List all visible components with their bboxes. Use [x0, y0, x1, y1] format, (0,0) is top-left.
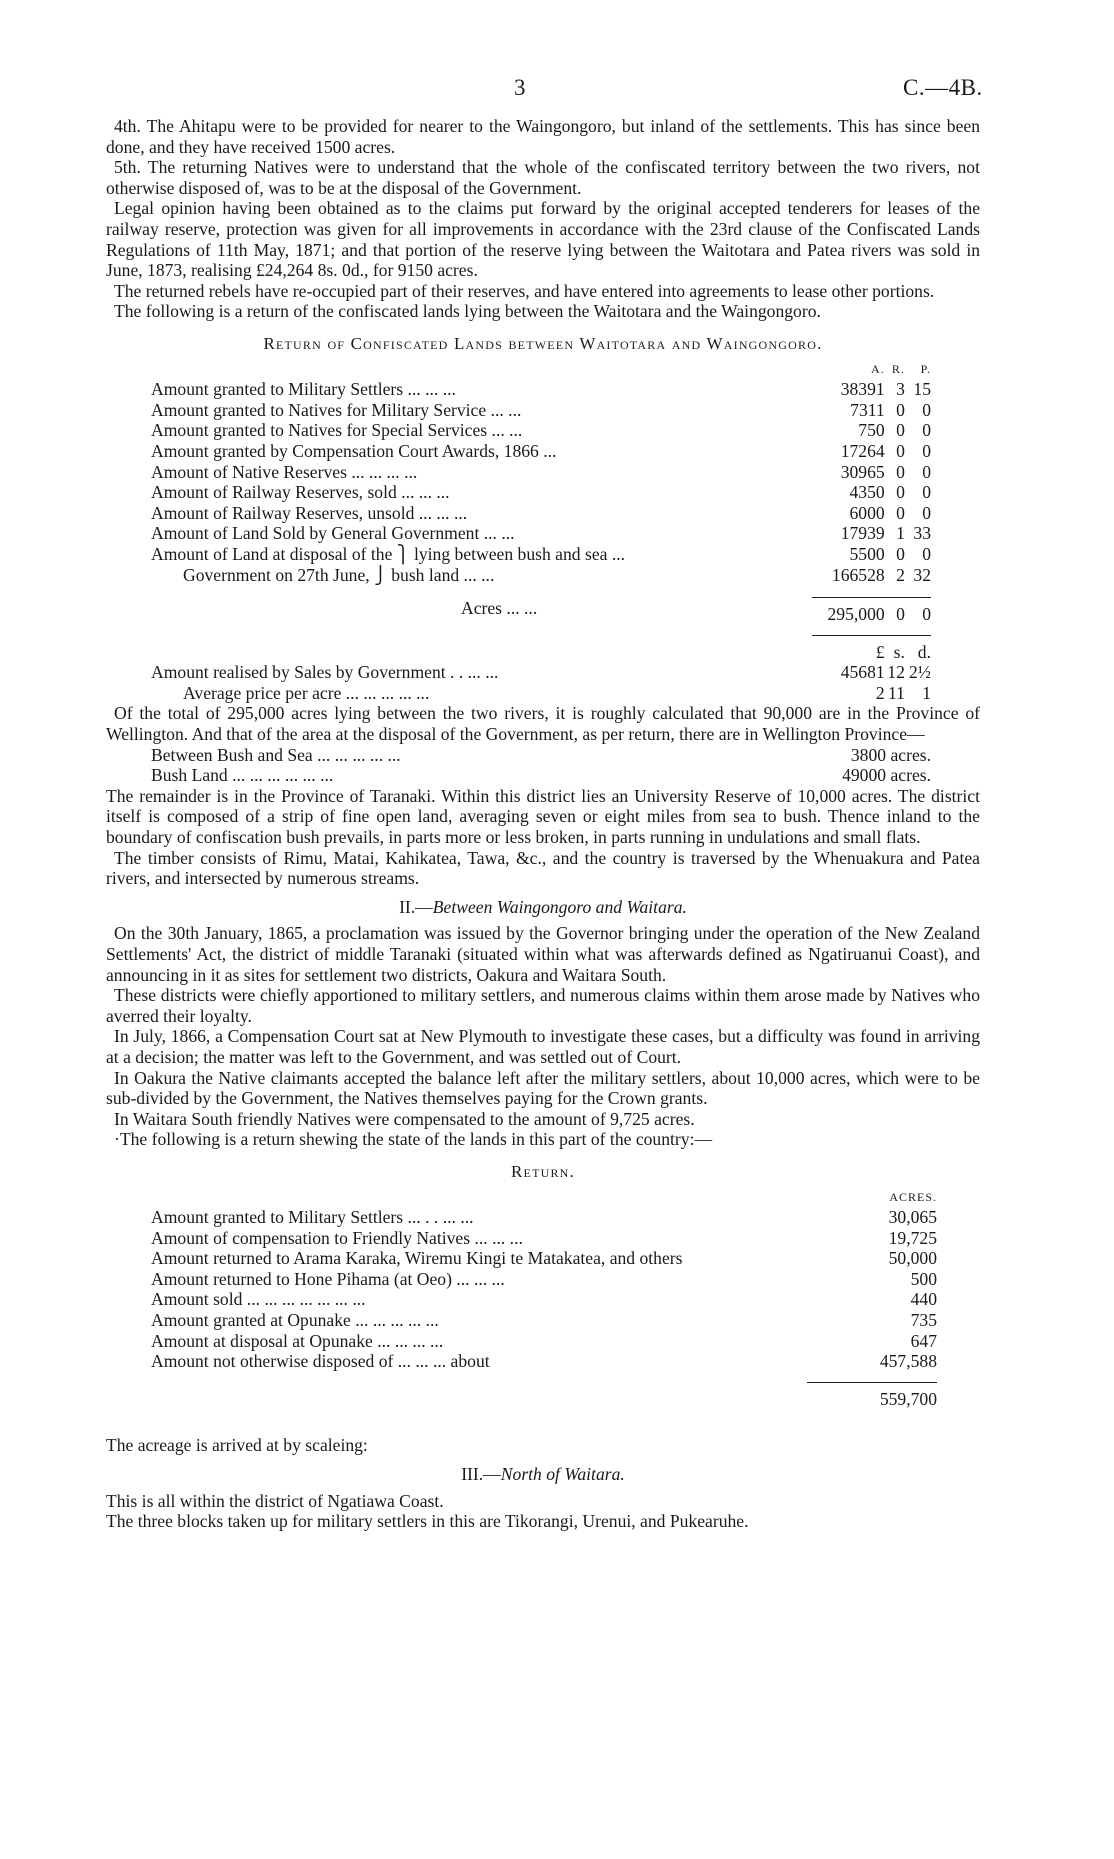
disposal-label-line1: Amount of Land at disposal of the — [151, 543, 393, 564]
paragraph: In Oakura the Native claimants accepted the balance left after the military settlers, about 10,000 acres, which were to be sub-divided by the Government, the Natives themselves paying for the Crown grants. — [106, 1067, 980, 1109]
paragraph: 4th. The Ahitapu were to be provided for nearer to the Waingongoro, but inland of the settlements. This has since been done, and they have received 1500 acres. — [106, 116, 980, 157]
disposal-label-line2: Government on 27th June, — [183, 565, 370, 586]
paragraph: In July, 1866, a Compensation Court sat at New Plymouth to investigate these cases, but a difficulty was found in arriving at a decision; the matter was left to the Government, and was settled out of Court. — [106, 1026, 980, 1067]
col-header-acres: A. — [871, 361, 885, 376]
brace-icon: ⎭ — [374, 566, 387, 586]
table-header-row — [151, 359, 931, 380]
table-row: Amount of Land at disposal of the ⎫ lying between bush and sea ... 5500 0 0 — [151, 543, 931, 564]
table-row: Amount of Railway Reserves, sold ... ... ... 4350 0 0 — [151, 482, 931, 503]
table-row: Bush Land ... ... ... ... ... ... 49000 acres. — [151, 765, 931, 786]
section-heading-2: II.—Between Waingongoro and Waitara. — [399, 896, 687, 917]
waitara-return-table — [151, 1187, 937, 1410]
section-heading-3: III.—North of Waitara. — [461, 1464, 625, 1485]
return-title: Return of Confiscated Lands between Waitotara and Waingongoro. — [263, 333, 823, 353]
paragraph: The timber consists of Rimu, Matai, Kahikatea, Tawa, &c., and the country is traversed by the Whenuakura and Patea rivers, and intersected by numerous streams. — [106, 847, 980, 889]
paragraph: The three blocks taken up for military settlers in this are Tikorangi, Urenui, and Pukearuhe. — [106, 1511, 749, 1532]
confiscated-lands-table — [151, 359, 931, 704]
total-row: 559,700 — [151, 1382, 937, 1409]
table-row: Amount returned to Hone Pihama (at Oeo) ... ... ... 500 — [151, 1268, 937, 1289]
paragraph: The remainder is in the Province of Taranaki. Within this district lies an University Reserve of 10,000 acres. The district itself is composed of a strip of fine open land, averaging seven or eight miles from sea to bush. Thence inland to the boundary of confiscation bush prevails, in parts more or less broken, in parts running in undulations and small flats. — [106, 785, 980, 847]
table-row: Amount granted to Military Settlers ... . . ... ... 30,065 — [151, 1207, 937, 1228]
table-row: Amount granted by Compensation Court Awards, 1866 ... 17264 0 0 — [151, 440, 931, 461]
money-header-row: £ s. d. — [151, 635, 931, 662]
table-header-row — [151, 1187, 937, 1208]
paragraph: This is all within the district of Ngatiawa Coast. — [106, 1490, 444, 1511]
disposal-sub1-label: lying between bush and sea ... — [413, 543, 626, 564]
page-number: 3 — [514, 75, 526, 100]
brace-icon: ⎫ — [396, 544, 410, 564]
paragraph: Of the total of 295,000 acres lying between the two rivers, it is roughly calculated that 90,000 are in the Province of Wellington. And that of the area at the disposal of the Government, as per return, there are in Wellington Province— — [106, 703, 980, 745]
paragraph: In Waitara South friendly Natives were compensated to the amount of 9,725 acres. — [114, 1108, 695, 1129]
table-row: Amount granted to Natives for Military Service ... ... 7311 0 0 — [151, 399, 931, 420]
table-row: Amount realised by Sales by Government . . ... ... 45681 12 2½ — [151, 662, 931, 683]
col-header-roods: R. — [891, 361, 905, 376]
table-row: Amount returned to Arama Karaka, Wiremu Kingi te Matakatea, and others 50,000 — [151, 1248, 937, 1269]
total-row: Acres ... ... 295,000 0 0 — [461, 597, 931, 625]
page-header — [0, 75, 1114, 104]
paragraph: On the 30th January, 1865, a proclamation was issued by the Governor bringing under the operation of the New Zealand Settlements' Act, the district of middle Taranaki (situated within what was afterwards defined as Ngatiruanui Coast), and announcing in it as sites for settlement two districts, Oakura and Waitara South. — [106, 923, 980, 985]
col-header-perches: P. — [920, 361, 931, 376]
table-row: Amount of Land Sold by General Government ... ... 17939 1 33 — [151, 523, 931, 544]
table-row: Amount of compensation to Friendly Natives ... ... ... 19,725 — [151, 1227, 937, 1248]
document-reference: C.—4B. — [903, 75, 983, 100]
table-row: Between Bush and Sea ... ... ... ... ... 3800 acres. — [151, 744, 931, 765]
paragraph: ·The following is a return shewing the state of the lands in this part of the country:— — [114, 1129, 713, 1150]
paragraph: Legal opinion having been obtained as to the claims put forward by the original accepted tenderers for leases of the railway reserve, protection was given for all improvements in accordance with the 23rd clause of the Confiscated Lands Regulations of 11th May, 1871; and that portion of the reserve lying between the Waitotara and Patea rivers was sold in June, 1873, realising £24,264 8s. 0d., for 9150 acres. — [106, 198, 980, 281]
table-row: Amount of Railway Reserves, unsold ... ... ... 6000 0 0 — [151, 502, 931, 523]
paragraph: 5th. The returning Natives were to understand that the whole of the confiscated territory between the two rivers, not otherwise disposed of, was to be at the disposal of the Government. — [106, 157, 980, 198]
paragraph: The returned rebels have re-occupied part of their reserves, and have entered into agreements to lease other portions. — [114, 280, 935, 301]
table-row: Amount granted at Opunake ... ... ... ... ... 735 — [151, 1310, 937, 1331]
paragraph: These districts were chiefly apportioned to military settlers, and numerous claims within them arose made by Natives who averred their loyalty. — [106, 985, 980, 1026]
paragraph: The following is a return of the confiscated lands lying between the Waitotara and the Waingongoro. — [114, 301, 821, 322]
disposal-sub2-label: bush land ... ... — [391, 565, 495, 586]
table-row: Government on 27th June, ⎭ bush land ... ... 166528 2 32 — [183, 565, 931, 586]
col-header-acres: ACRES. — [889, 1189, 937, 1204]
return2-title: Return. — [511, 1161, 575, 1181]
table-row: Amount granted to Military Settlers ... ... ... 38391 3 15 — [151, 379, 931, 400]
table-row: Amount not otherwise disposed of ... ... ... about 457,588 — [151, 1351, 937, 1372]
document-body — [106, 116, 980, 1532]
table-row: Amount of Native Reserves ... ... ... ... 30965 0 0 — [151, 461, 931, 482]
table-row: Amount granted to Natives for Special Services ... ... 750 0 0 — [151, 420, 931, 441]
table-row: Average price per acre ... ... ... ... ... 2 11 1 — [183, 682, 931, 703]
table-row: Amount sold ... ... ... ... ... ... ... 440 — [151, 1289, 937, 1310]
paragraph: The acreage is arrived at by scaleing: — [106, 1435, 368, 1456]
table-row: Amount at disposal at Opunake ... ... ... ... 647 — [151, 1330, 937, 1351]
wellington-table — [151, 745, 931, 786]
